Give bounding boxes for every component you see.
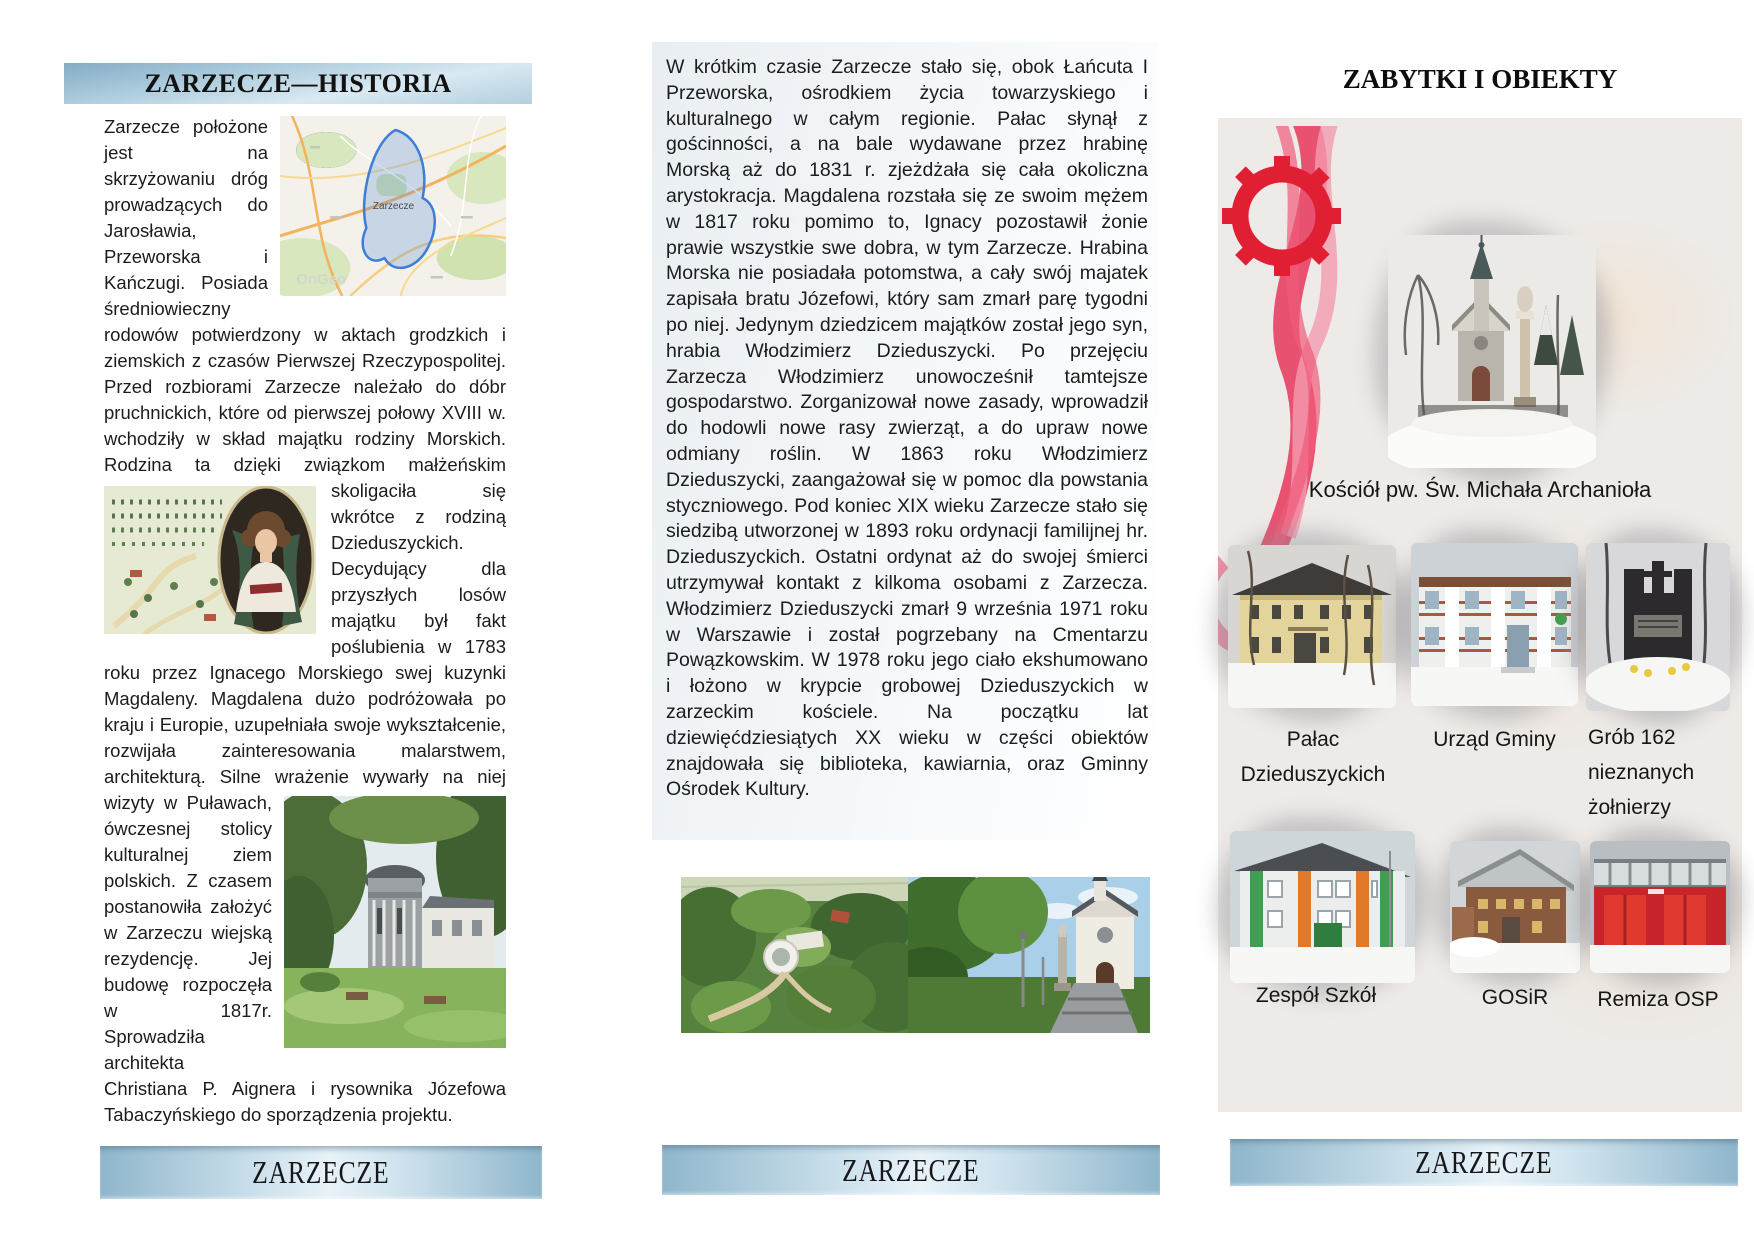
right-footer-label: ZARZECZE: [1415, 1144, 1553, 1180]
history-paragraph-2: skoligaciła się wkrótce z rodziną Dzieduszyckich. Decydujący dla przyszłych losów majątku był fakt poślubienia w 1783 roku przez Ignacego Morskiego swej kuzynki Magdaleny. Magdalena dużo podróżowała po kraju i Europie, uzupełniała swoje wykształcenie, rozwijała zainteresowania malarstwem, architekturą. Silne wrażenie wywarły: [104, 480, 506, 787]
history-paragraph-3: na niej wizyty w Puławach, ówczesnej stolicy kulturalnej ziem polskich. Z czasem postanowiła założyć w Zarzeczu wiejską rezydencję. Jej budowę rozpoczęła w 1817r. Sprowadziła architekta Christiana P. Aignera i rysownika Józefowa Tabaczyńskiego do sporządzenia projektu.: [104, 766, 507, 1125]
history-paragraph-1: Zarzecze położone jest na skrzyżowaniu dróg prowadzących do Jarosławia, Przeworska i Kańczugi. Posiada średniowieczny rodowów potwierdzony w aktach grodzkich i ziemskich z czasów Pierwszej Rzeczypospolitej. Przed rozbiorami Zarzecze należało do dóbr pruchnickich, które od pierwszej połowy XVIII w. wchodziły w skład majątku rodziny Morskich. Rodzina ta dzięki związkom małżeńskim: [104, 116, 506, 475]
remiza-osp-photo: [1590, 841, 1730, 973]
caption-zespol: Zespół Szkół: [1255, 984, 1377, 1007]
grob-zolnierzy-photo: [1586, 543, 1730, 711]
urzad-gminy-photo: [1411, 543, 1578, 706]
right-collage-panel: [1218, 118, 1742, 1112]
caption-palac: Pałac Dzieduszyckich: [1240, 728, 1386, 786]
left-footer-banner: [100, 1146, 542, 1199]
middle-footer-banner: [662, 1145, 1160, 1195]
map-area-label: Zarzecze: [372, 201, 415, 212]
right-column-title: ZABYTKI I OBIEKTY: [1342, 64, 1618, 94]
caption-grob: Grób 162 nieznanych żołnierzy: [1588, 726, 1695, 819]
caption-urzad: Urząd Gminy: [1433, 728, 1556, 751]
right-footer-banner: [1230, 1139, 1738, 1186]
left-column-title: ZARZECZE—HISTORIA: [144, 68, 452, 98]
middle-column-text: W krótkim czasie Zarzecze stało się, obok Łańcuta I Przeworska, ośrodkiem życia towarzyskiego i kulturalnego w całym regionie. Pałac słynął z gościnności, a na bale wydawane przez hrabinę Morską aż do 1831 r. zjeżdżała się cała okoliczna arystokracja. Magdalena rozstała się ze swoim mężem w 1817 roku pomimo to, Ignacy pozostawił żonie prawie wszystkie swe dobra, w tym Zarzecze. Hrabina Morska nie posiadała potomstwa, a cały swój majatek zapisała bratu Józefowi, który sam zmarł parę tygodni po niej. Jedynym dziedzicem majątków został jego syn, hrabia Włodzimierz Dzieduszycki. Po przejęciu Zarzecza Włodzimierz unowocześnił tamtejsze gospodarstwo. Zorganizował nowe zasady, wprowadził do hodowli nowe rasy zwierząt, a do upraw nowe odmiany roślin. W 1863 roku Włodzimierz Dzieduszycki, zaangażował się w pomoc dla powstania styczniowego. Pod koniec XIX wieku Zarzecze stało się siedzibą utworzonej w 1893 roku ordynacji familijnej hr. Dzieduszyckich. Ostatni ordynat aż do swojej śmierci utrzymywał kontakt z kilkoma osobami z Zarzecza. Włodzimierz Dzieduszycki zmarł 9 września 1971 roku w Warszawie i został pogrzebany na Cmentarzu Powązkowskim. W 1978 roku jego ciało ekshumowano i łożono w krypcie grobowej Dzieduszyckich w zarzeckim kościele. Na początku lat dziewięćdziesiątych XX wieku w części obiektów znajdowała się biblioteka, kawiarnia, oraz Gminny Ośrodek Kultury.: [666, 56, 1148, 801]
zespol-szkol-photo: [1230, 831, 1415, 983]
winter-church-photo: [1388, 235, 1596, 468]
map-watermark: OnGeo: [296, 271, 347, 288]
palac-dzieduszyckich-photo: [1228, 545, 1396, 708]
middle-footer-label: ZARZECZE: [842, 1151, 980, 1188]
palace-side-photo: [284, 796, 506, 1048]
garden-plan-portrait-image: [104, 486, 316, 634]
aerial-palace-photo: [681, 877, 908, 1033]
left-column-header-banner: [64, 63, 532, 104]
left-column-text: [104, 114, 506, 1128]
caption-church: Kościół pw. Św. Michała Archanioła: [1308, 477, 1652, 502]
caption-remiza: Remiza OSP: [1597, 988, 1719, 1011]
church-alley-photo: [908, 877, 1150, 1033]
caption-gosir: GOSiR: [1481, 986, 1549, 1009]
zarzecze-boundary-map-image: [280, 116, 506, 296]
left-footer-label: ZARZECZE: [252, 1154, 390, 1190]
gosir-photo: [1450, 841, 1580, 973]
